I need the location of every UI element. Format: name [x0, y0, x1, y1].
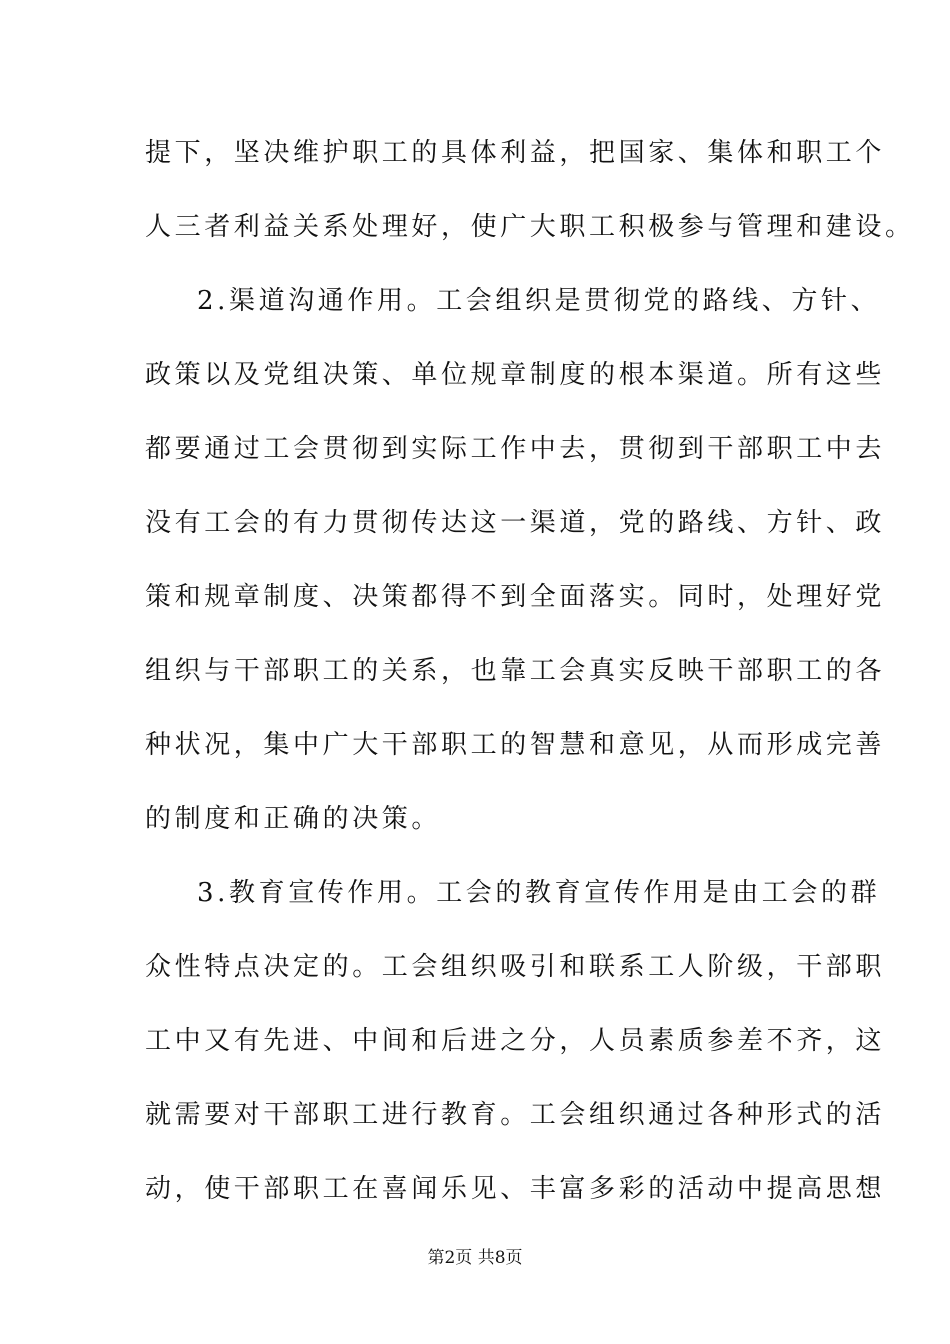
body-text: [145, 128, 915, 1238]
section-heading-line: 2.渠道沟通作用。工会组织是贯彻党的路线、方针、: [197, 286, 881, 316]
text-line: 没有工会的有力贯彻传达这一渠道，党的路线、方针、政: [145, 508, 886, 538]
text-line: 种状况，集中广大干部职工的智慧和意见，从而形成完善: [145, 730, 886, 760]
text-line: 都要通过工会贯彻到实际工作中去，贯彻到干部职工中去: [145, 434, 886, 464]
text-line: 工中又有先进、中间和后进之分，人员素质参差不齐，这: [145, 1026, 886, 1056]
page-footer: [0, 1243, 950, 1268]
text-line: 人三者利益关系处理好，使广大职工积极参与管理和建设。: [145, 212, 915, 242]
text-line: 提下，坚决维护职工的具体利益，把国家、集体和职工个: [145, 138, 886, 168]
page-number: 第2页 共8页: [427, 1248, 523, 1268]
text-line: 政策以及党组决策、单位规章制度的根本渠道。所有这些: [145, 360, 886, 390]
text-line: 众性特点决定的。工会组织吸引和联系工人阶级，干部职: [145, 952, 886, 982]
text-line: 策和规章制度、决策都得不到全面落实。同时，处理好党: [145, 582, 886, 612]
text-line: 组织与干部职工的关系，也靠工会真实反映干部职工的各: [145, 656, 886, 686]
text-line: 的制度和正确的决策。: [145, 804, 442, 834]
text-line: 就需要对干部职工进行教育。工会组织通过各种形式的活: [145, 1100, 886, 1130]
section-heading-line: 3.教育宣传作用。工会的教育宣传作用是由工会的群: [197, 878, 881, 908]
text-line: 动，使干部职工在喜闻乐见、丰富多彩的活动中提高思想: [145, 1174, 886, 1204]
